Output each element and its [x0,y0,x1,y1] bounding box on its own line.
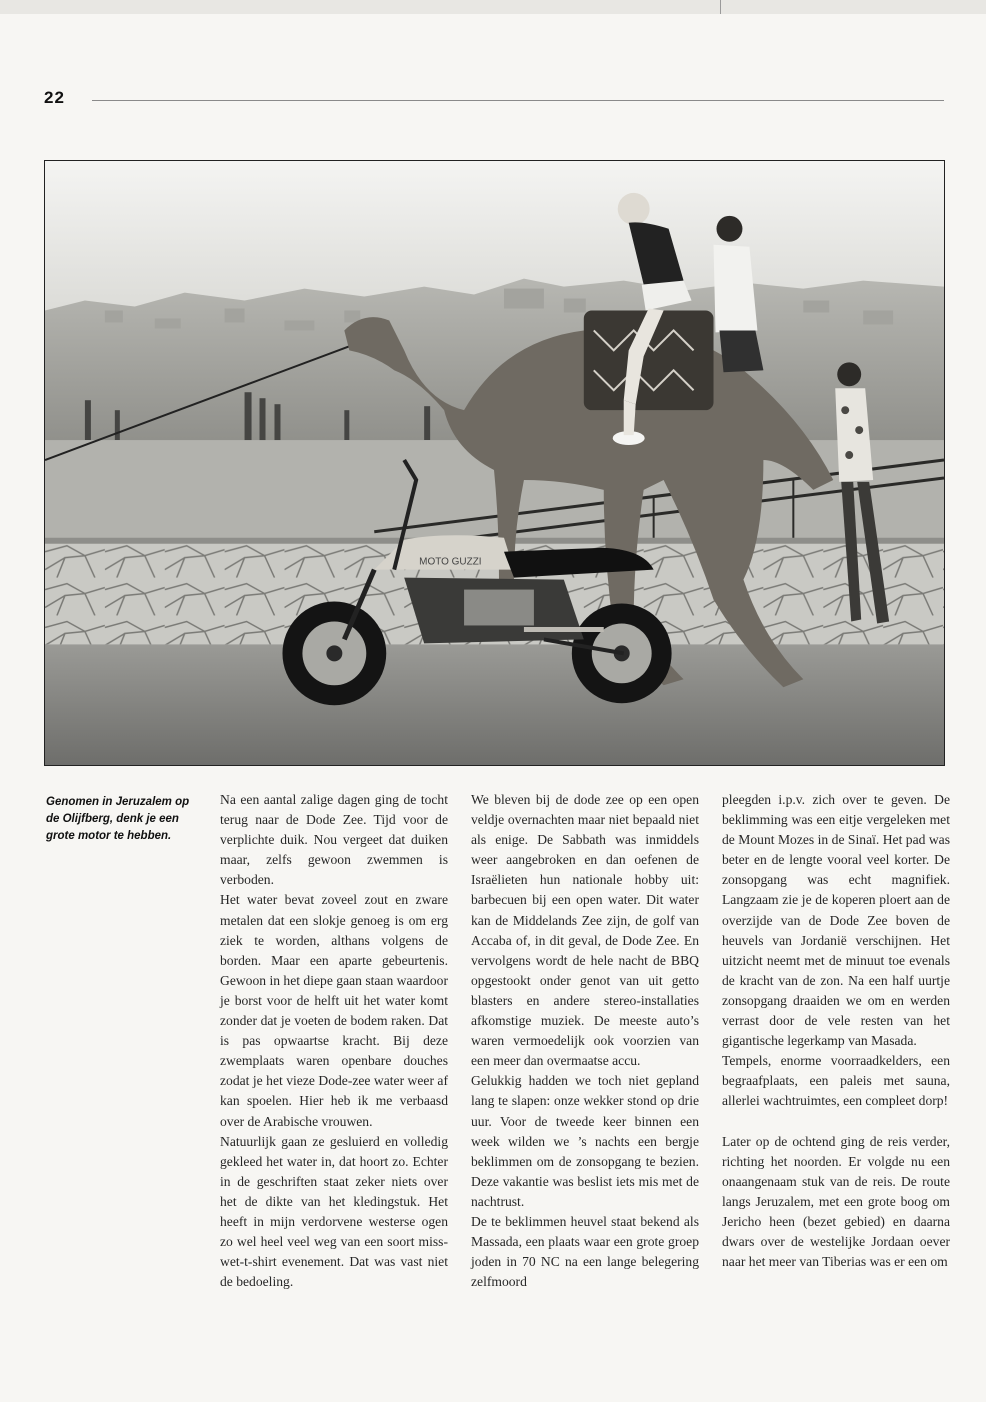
paragraph: pleegden i.p.v. zich over te geven. De beklimming was een eitje vergeleken met de Mount Mozes in de Sinaï. Het pad was beter en de lengte vooral veel korter. De zonsopgang was echt magnifiek. Langzaam zie je de koperen ploert aan de overzijde van de Dode Zee boven de heuvels van Jordanië verschijnen. Het uitzicht neemt met de minuut toe evenals de kracht van de zon. Na een half uurtje zonsopgang draaiden we om en werden verrast door de vele resten van het gigantische legerkamp van Masada. [722,792,950,1049]
crop-mark [720,0,721,14]
article-column-1 [220,790,448,1292]
photo-illustration [45,161,944,765]
paragraph: Tempels, enorme voorraadkelders, een begraafplaats, een paleis met sauna, allerlei wachtruimtes, een compleet dorp! [722,1053,950,1109]
photo-camel-motorcycle [44,160,945,766]
paragraph: Natuurlijk gaan ze gesluierd en volledig gekleed het water in, dat hoort zo. Echter in de geschriften staat zeker niets over het de dikte van het kledingstuk. Het heeft in mijn verdorvene westerse ogen zo wel heel veel weg van een soort miss-wet-t-shirt evenement. Dat was vast niet de bedoeling. [220,1133,448,1290]
paragraph: Gelukkig hadden we toch niet gepland lang te slapen: onze wekker stond op drie uur. Voor de tweede keer binnen een week wilden we ’s nachts een bergje beklimmen om de zonsopgang te bezien. Deze vakantie was beslist iets mis met de nachtrust. [471,1073,699,1209]
article-column-2 [471,790,699,1292]
page-number: 22 [44,88,65,107]
svg-text:MOTO GUZZI: MOTO GUZZI [419,556,482,568]
photo-caption: Genomen in Jeruzalem op de Olijfberg, denk je een grote motor te hebben. [46,796,190,842]
paragraph: Na een aantal zalige dagen ging de tocht terug naar de Dode Zee. Tijd voor de verplichte duik. Nou vergeet dat duiken maar, zelfs gewoon zwemmen is verboden. [220,792,448,888]
paragraph: Later op de ochtend ging de reis verder, richting het noorden. Er volgde nu een onaangenaam stuk van de reis. De route langs Jeruzalem, met een grote boog om Jericho heen (bezet gebied) en daarna dwars over de westelijke Jordaan oever naar het meer van Tiberias was er een om [722,1133,950,1270]
article-column-3 [722,790,950,1272]
header-rule [92,100,944,101]
paragraph: De te beklimmen heuvel staat bekend als Massada, een plaats waar een grote groep joden in 70 NC na een lange belegering zelfmoord [471,1213,699,1290]
paragraph: Het water bevat zoveel zout en zware metalen dat een slokje genoeg is om erg ziek te worden, althans volgens de borden. Maar een aparte gebeurtenis. Gewoon in het diepe gaan staan waardoor je borst voor de helft uit het water komt zonder dat je voeten de bodem raken. Dat is pas opwaartse kracht. Bij deze zwemplaats waren openbare douches zodat je het vieze Dode-zee water weer af kan spoelen. Hier heb ik me verbaasd over de Arabische vrouwen. [220,892,448,1129]
paragraph: We bleven bij de dode zee op een open veldje overnachten maar niet bepaald niet als enige. De Sabbath was inmiddels weer aangebroken en dan oefenen de Israëlieten hun nationale hobby uit: barbecuen bij een open water. Dit water kan de Middelands Zee zijn, de golf van Accaba of, in dit geval, de Dode Zee. En vervolgens wordt de hele nacht de BBQ opgestookt onder genot van uit getto blasters en andere stereo-installaties afkomstige muziek. De meeste auto’s waren vermoedelijk ook voorzien van een meer dan overmaatse accu. [471,792,699,1069]
page-top-border [0,0,986,14]
